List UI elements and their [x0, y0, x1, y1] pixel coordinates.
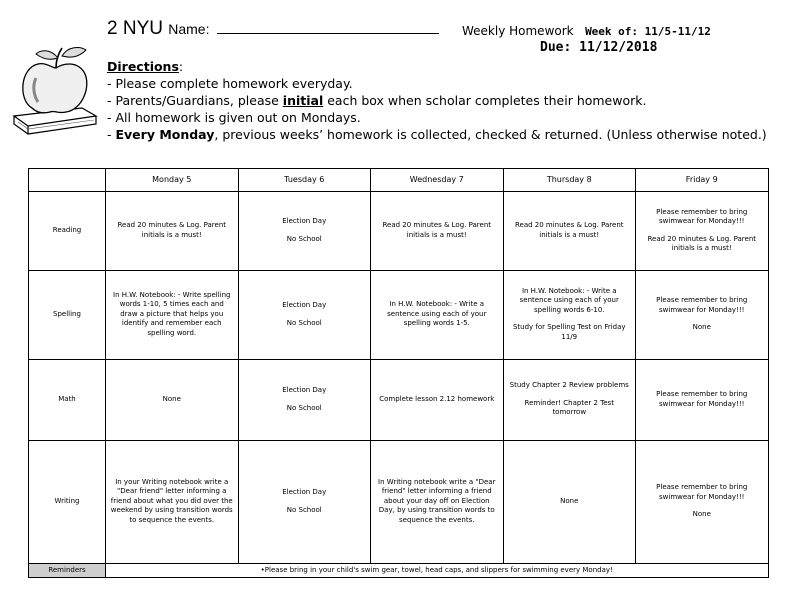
subject-row-math — [29, 359, 769, 440]
apple-on-books-icon — [10, 38, 102, 138]
homework-text: Election Day — [282, 217, 327, 226]
homework-text: Read 20 minutes & Log. Parent initials is a must! — [647, 234, 757, 253]
homework-text: In H.W. Notebook: - Write a sentence using each of your spelling words 6-10. — [519, 286, 619, 314]
homework-cell[interactable] — [106, 440, 239, 563]
directions-title: Directions — [107, 59, 179, 74]
day-header: Thursday 8 — [503, 169, 636, 192]
homework-text: No School — [286, 505, 322, 514]
directions-line-1: - Please complete homework everyday. — [107, 76, 353, 91]
subject-label: Reading — [29, 192, 106, 271]
class-name: 2 NYU — [107, 18, 163, 39]
directions-line-3: - All homework is given out on Mondays. — [107, 110, 361, 125]
reminders-text: •Please bring in your child's swim gear, towel, head caps, and slippers for swimming every Monday! — [106, 563, 769, 578]
homework-cell[interactable] — [503, 270, 636, 359]
day-header-row — [29, 169, 769, 192]
homework-text: Complete lesson 2.12 homework — [379, 394, 495, 403]
homework-text: Study for Spelling Test on Friday 11/9 — [512, 323, 626, 341]
subject-row-spelling — [29, 270, 769, 359]
subject-label: Spelling — [29, 270, 106, 359]
weekly-homework-label: Weekly Homework — [462, 24, 574, 38]
homework-text: No School — [286, 318, 322, 327]
name-field-line[interactable] — [217, 19, 439, 34]
day-header: Friday 9 — [636, 169, 769, 192]
homework-cell[interactable] — [636, 270, 769, 359]
directions-line-4: - Every Monday, previous weeks’ homework is collected, checked & returned. (Unless otherwise noted.) — [107, 127, 767, 142]
homework-text: Election Day — [282, 488, 327, 497]
homework-cell[interactable] — [238, 359, 371, 440]
homework-cell[interactable] — [371, 440, 504, 563]
homework-cell[interactable] — [371, 270, 504, 359]
week-of-label: Week of: 11/5-11/12 — [585, 25, 711, 38]
week-info — [462, 24, 711, 38]
homework-cell[interactable] — [238, 270, 371, 359]
homework-text: Please remember to bring swimwear for Monday!!! — [656, 483, 748, 501]
homework-cell[interactable] — [636, 192, 769, 271]
homework-cell[interactable] — [238, 440, 371, 563]
homework-cell[interactable] — [636, 359, 769, 440]
homework-cell[interactable] — [503, 359, 636, 440]
homework-text: Read 20 minutes & Log. Parent initials is a must! — [514, 221, 624, 239]
homework-text: Please remember to bring swimwear for Monday!!! — [656, 207, 748, 226]
homework-text: None — [692, 510, 711, 519]
directions-heading: Directions: — [107, 59, 184, 74]
homework-text: Reminder! Chapter 2 Test tomorrow — [524, 398, 614, 417]
homework-text: Please remember to bring swimwear for Monday!!! — [656, 390, 748, 408]
homework-text: None — [692, 323, 711, 332]
homework-text: In H.W. Notebook: - Write spelling words 1-10, 5 times each and draw a picture that helps you identify and remember each spelling word. — [113, 290, 231, 337]
homework-text: None — [560, 496, 579, 505]
initial-emphasis: initial — [282, 93, 324, 108]
due-date: Due: 11/12/2018 — [540, 40, 658, 55]
class-title — [107, 18, 439, 40]
subject-label: Math — [29, 359, 106, 440]
homework-text: In Writing notebook write a "Dear friend" letter informing a friend about your day off on Election Day, by using transition words to sequence the events. — [378, 477, 496, 524]
homework-cell[interactable] — [238, 192, 371, 271]
day-header: Monday 5 — [106, 169, 239, 192]
homework-text: No School — [286, 234, 322, 243]
homework-cell[interactable] — [106, 192, 239, 271]
homework-text: In H.W. Notebook: - Write a sentence using each of your spelling words 1-5. — [387, 300, 487, 328]
day-header: Wednesday 7 — [371, 169, 504, 192]
homework-cell[interactable] — [371, 192, 504, 271]
homework-text: Read 20 minutes & Log. Parent initials is a must! — [117, 221, 227, 239]
homework-text: In your Writing notebook write a "Dear friend" letter informing a friend about what you did over the weekend by using transition words to sequence the events. — [110, 477, 233, 524]
homework-cell[interactable] — [636, 440, 769, 563]
reminders-label: Reminders — [29, 563, 106, 578]
homework-text: Election Day — [282, 301, 327, 310]
homework-text: Election Day — [282, 386, 327, 395]
reminders-row — [29, 563, 769, 578]
homework-text: No School — [286, 403, 322, 412]
homework-text: Please remember to bring swimwear for Monday!!! — [656, 296, 748, 314]
corner-cell — [29, 169, 106, 192]
homework-cell[interactable] — [503, 440, 636, 563]
day-header: Tuesday 6 — [238, 169, 371, 192]
homework-cell[interactable] — [106, 270, 239, 359]
directions-line-2: - Parents/Guardians, please initial each box when scholar completes their homework. — [107, 93, 647, 108]
homework-table — [28, 168, 769, 578]
homework-text: Study Chapter 2 Review problems — [509, 381, 629, 390]
homework-cell[interactable] — [371, 359, 504, 440]
homework-text: None — [162, 394, 181, 403]
homework-text: Read 20 minutes & Log. Parent initials is a must! — [382, 221, 492, 239]
subject-row-writing — [29, 440, 769, 563]
directions-block — [107, 58, 767, 143]
homework-cell[interactable] — [503, 192, 636, 271]
subject-row-reading — [29, 192, 769, 271]
name-label: Name: — [168, 21, 214, 37]
subject-label: Writing — [29, 440, 106, 563]
every-monday-emphasis: Every Monday — [115, 127, 215, 142]
homework-cell[interactable] — [106, 359, 239, 440]
